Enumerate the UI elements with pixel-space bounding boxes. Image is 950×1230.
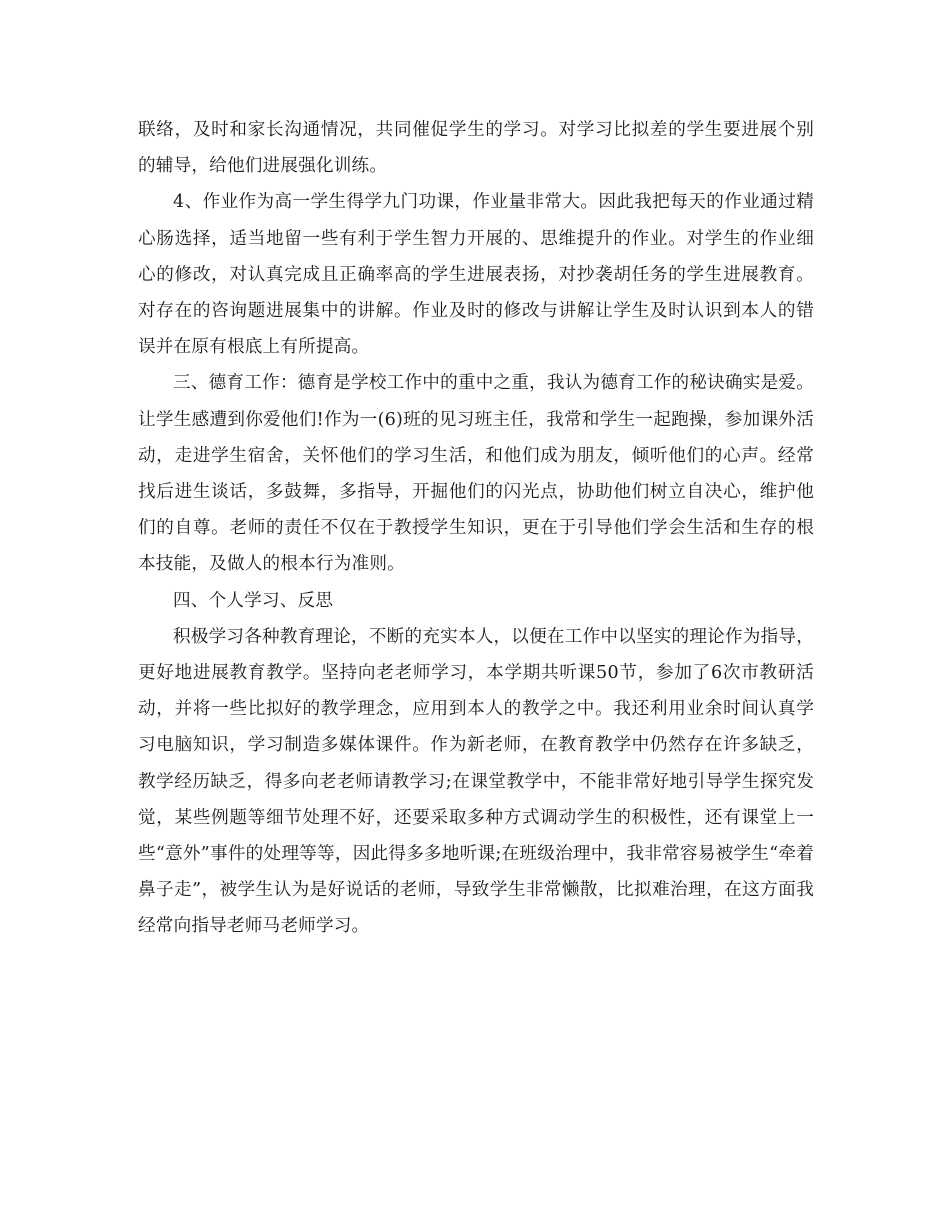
document-body	[138, 112, 814, 945]
paragraph-personal-study: 积极学习各种教育理论，不断的充实本人，以便在工作中以坚实的理论作为指导，更好地进展教育教学。坚持向老老师学习，本学期共听课50节，参加了6次市教研活动，并将一些比拟好的教学理念，应用到本人的教学之中。我还利用业余时间认真学习电脑知识，学习制造多媒体课件。作为新老师，在教育教学中仍然存在许多缺乏，教学经历缺乏，得多向老老师请教学习;在课堂教学中，不能非常好地引导学生探究发觉，某些例题等细节处理不好，还要采取多种方式调动学生的积极性，还有课堂上一些“意外”事件的处理等等，因此得多多地听课;在班级治理中，我非常容易被学生“牵着鼻子走”，被学生认为是好说话的老师，导致学生非常懒散，比拟难治理，在这方面我经常向指导老师马老师学习。	[138, 626, 814, 937]
paragraph-homework: 4、作业作为高一学生得学九门功课，作业量非常大。因此我把每天的作业通过精心肠选择，适当地留一些有利于学生智力开展的、思维提升的作业。对学生的作业细心的修改，对认真完成且正确率高的学生进展表扬，对抄袭胡任务的学生进展教育。对存在的咨询题进展集中的讲解。作业及时的修改与讲解让学生及时认识到本人的错误并在原有根底上有所提高。	[138, 192, 814, 358]
section-heading-personal-study: 四、个人学习、反思	[173, 590, 334, 611]
paragraph-moral-education: 三、德育工作：德育是学校工作中的重中之重，我认为德育工作的秘诀确实是爱。让学生感遭到你爱他们!作为一(6)班的见习班主任，我常和学生一起跑操，参加课外活动，走进学生宿舍，关怀他们的学习生活，和他们成为朋友，倾听他们的心声。经常找后进生谈话，多鼓舞，多指导，开掘他们的闪光点，协助他们树立自决心，维护他们的自尊。老师的责任不仅在于教授学生知识，更在于引导他们学会生活和生存的根本技能，及做人的根本行为准则。	[138, 373, 814, 575]
paragraph-continuation: 联络，及时和家长沟通情况，共同催促学生的学习。对学习比拟差的学生要进展个别的辅导，给他们进展强化训练。	[138, 120, 814, 177]
